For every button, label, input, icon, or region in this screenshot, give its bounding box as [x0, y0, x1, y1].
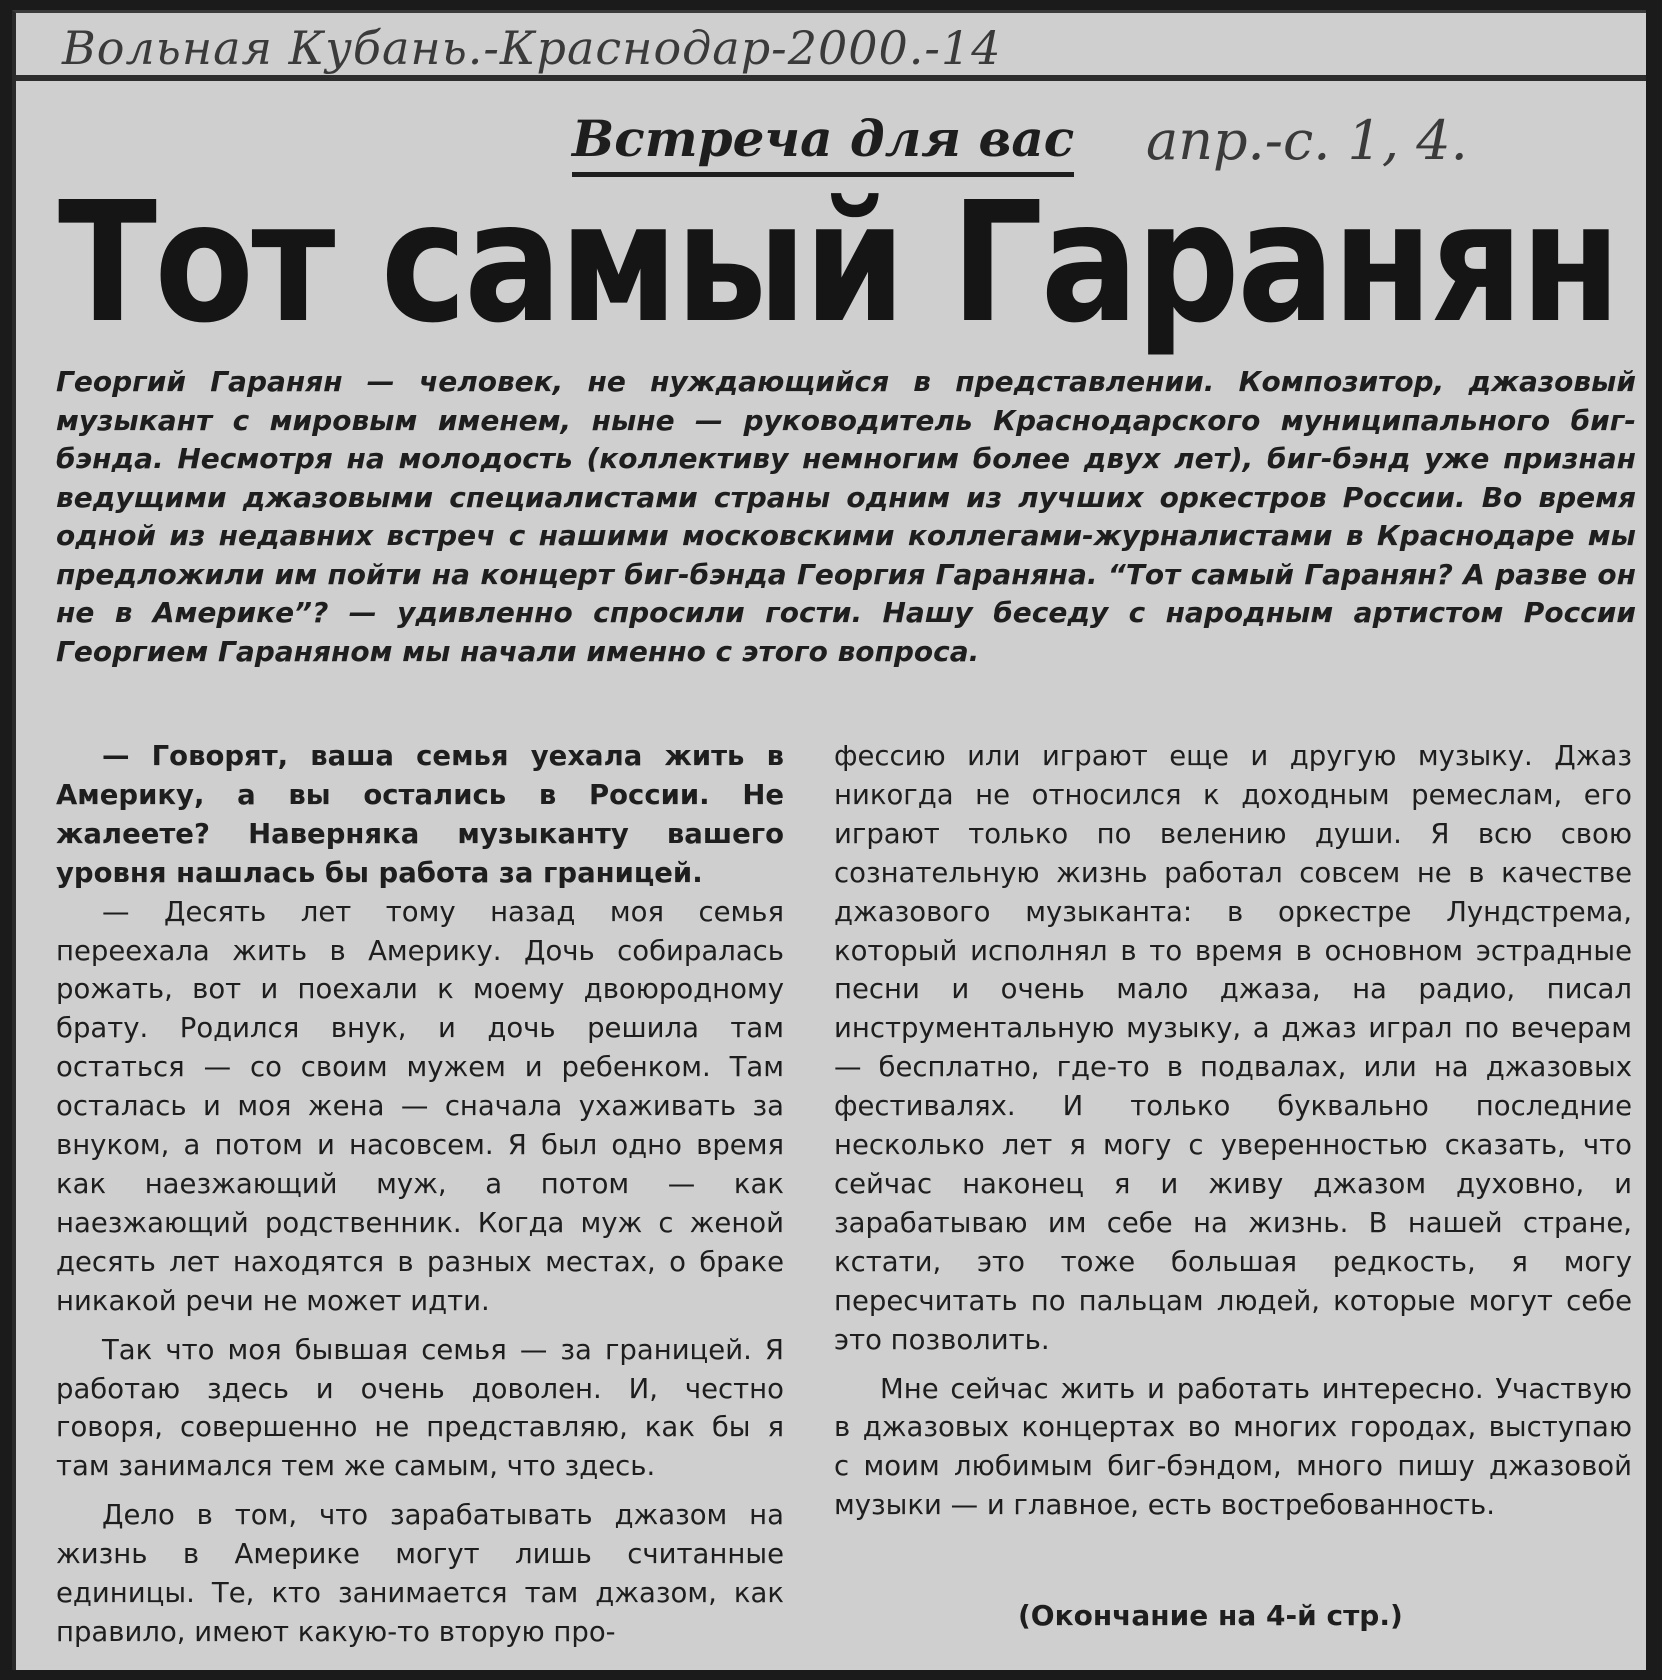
header-rule	[16, 75, 1646, 81]
answer-paragraph: Мне сейчас жить и работать интересно. Участвую в джазовых концертах во многих городах, выступаю с моим любимым биг-бэндом, много пишу джазовой музыки — и главное, есть востребованность.	[834, 1372, 1632, 1522]
handwritten-source-note: Вольная Кубань.-Краснодар-2000.-14	[62, 21, 1002, 75]
article-lead: Георгий Гаранян — человек, не нуждающийся в представлении. Композитор, джазовый музыкант с мировым именем, ныне — руководитель Краснодарского муниципального биг-бэнда. Несмотря на молодость (коллективу немногим более двух лет), биг-бэнд уже признан ведущими джазовыми специалистами страны одним из лучших оркестров России. Во время одной из недавних встреч с нашими московскими коллегами-журналистами в Краснодаре мы предложили им пойти на концерт биг-бэнда Георгия Гараняна. “Тот самый Гаранян? А разве он не в Америке”? — удивленно спросили гости. Нашу беседу с народным артистом России Георгием Гараняном мы начали именно с этого вопроса.	[56, 365, 1636, 668]
article-column-right	[834, 737, 1632, 1525]
answer-paragraph: фессию или играют еще и другую музыку. Джаз никогда не относился к доходным ремеслам, его играют только по велению души. Я всю свою сознательную жизнь работал совсем не в качестве джазового музыканта: в оркестре Лундстрема, который исполнял в то время в основном эстрадные песни и очень мало джаза, на радио, писал инструментальную музыку, а джаз играл по вечерам — бесплатно, где-то в подвалах, или на джазовых фестивалях. И только буквально последние несколько лет я могу с уверенностью сказать, что сейчас наконец я и живу джазом духовно, и зарабатываю им себе на жизнь. В нашей стране, кстати, это тоже большая редкость, я могу пересчитать по пальцам людей, которые могут себе это позволить.	[834, 740, 1632, 1356]
article-column-left	[56, 737, 784, 1652]
interview-question: — Говорят, ваша семья уехала жить в Америку, а вы остались в России. Не жалеете? Наверняка музыканту вашего уровня нашлась бы работа за границей.	[56, 740, 784, 889]
answer-paragraph: Так что моя бывшая семья — за границей. Я работаю здесь и очень доволен. И, честно говоря, совершенно не представляю, как бы я там занимался тем же самым, что здесь.	[56, 1333, 784, 1483]
answer-paragraph: Дело в том, что зарабатывать джазом на жизнь в Америке могут лишь считанные единицы. Те, кто занимается там джазом, как правило, имеют какую-то вторую про-	[56, 1499, 784, 1648]
newspaper-clipping	[12, 10, 1646, 1670]
continuation-note: (Окончание на 4-й стр.)	[1018, 1599, 1403, 1632]
section-rubric: Встреча для вас	[572, 109, 1074, 177]
handwritten-date-note: апр.-с. 1, 4.	[1146, 109, 1468, 172]
article-headline: Тот самый Гаранян	[58, 167, 1619, 360]
answer-paragraph: — Десять лет тому назад моя семья переехала жить в Америку. Дочь собиралась рожать, вот и поехали к моему двоюродному брату. Родился внук, и дочь решила там остаться — со своим мужем и ребенком. Там осталась и моя жена — сначала ухаживать за внуком, а потом и насовсем. Я был одно время как наезжающий муж, а потом — как наезжающий родственник. Когда муж с женой десять лет находятся в разных местах, о браке никакой речи не может идти.	[56, 895, 784, 1317]
